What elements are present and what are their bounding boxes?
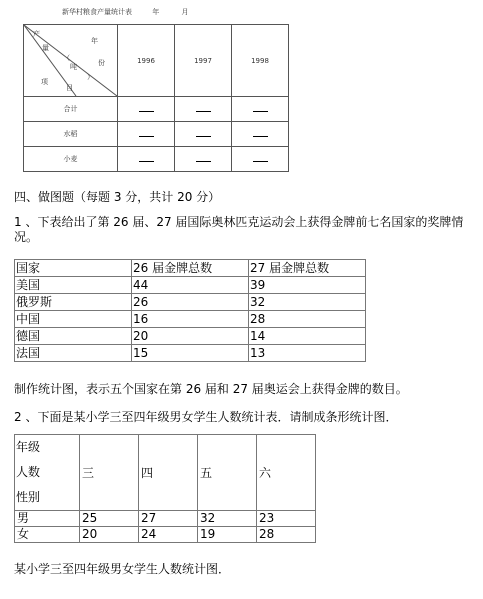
value-cell: 27: [139, 511, 198, 527]
diagonal-header-cell: [24, 25, 118, 97]
section-title: 四、做图题（每题 3 分，共计 20 分）: [14, 190, 221, 204]
table-row: [15, 294, 366, 311]
country-cell: 法国: [15, 345, 132, 362]
header-chan: 产: [33, 30, 40, 38]
year-header-1998: 1998: [232, 25, 289, 97]
col-header-26: 26 届金牌总数: [132, 260, 249, 277]
table-header-row: [15, 435, 316, 511]
header-grade-label: 年级: [16, 440, 41, 454]
value-cell: 19: [198, 527, 257, 543]
header-dun: 吨: [70, 63, 77, 71]
value-cell: 20: [132, 328, 249, 345]
header-fen: 份: [98, 59, 105, 67]
grade-header-4: 四: [139, 435, 198, 511]
row-label-wheat: 小麦: [24, 147, 118, 172]
grain-production-table: [23, 24, 289, 172]
country-cell: 俄罗斯: [15, 294, 132, 311]
table-row: [15, 311, 366, 328]
row-label-total: 合计: [24, 97, 118, 122]
value-cell: 20: [80, 527, 139, 543]
question-2-text: 2 、下面是某小学三至四年级男女学生人数统计表．请制成条形统计图．: [14, 410, 398, 424]
value-cell: 44: [132, 277, 249, 294]
value-cell: 25: [80, 511, 139, 527]
header-liang: 量: [42, 44, 49, 52]
table-row: [24, 147, 289, 172]
table-row: [24, 97, 289, 122]
year-label: 年: [152, 8, 160, 16]
answer-blank: [139, 155, 154, 162]
table-row: [24, 122, 289, 147]
gender-label-male: 男: [15, 511, 80, 527]
question-2-caption: 某小学三至四年级男女学生人数统计图．: [14, 562, 231, 576]
answer-blank: [196, 105, 211, 112]
value-cell: 23: [257, 511, 316, 527]
value-cell: 39: [249, 277, 366, 294]
value-cell: 15: [132, 345, 249, 362]
table-row: [15, 328, 366, 345]
year-header-1996: 1996: [118, 25, 175, 97]
grade-header-5: 五: [198, 435, 257, 511]
col-header-27: 27 届金牌总数: [249, 260, 366, 277]
value-cell: 32: [198, 511, 257, 527]
answer-blank: [196, 130, 211, 137]
table-header-row: [15, 260, 366, 277]
grain-table-caption: [62, 7, 188, 17]
question-1-task: 制作统计图，表示五个国家在第 26 届和 27 届奥运会上获得金牌的数目。: [14, 382, 408, 396]
table-row: [15, 277, 366, 294]
answer-blank: [196, 155, 211, 162]
value-cell: 13: [249, 345, 366, 362]
table-row: [15, 511, 316, 527]
header-gender-label: 性别: [16, 490, 41, 504]
col-header-country: 国家: [15, 260, 132, 277]
grain-table-title: 新华村粮食产量统计表: [62, 8, 132, 16]
country-cell: 美国: [15, 277, 132, 294]
header-paren-open: （: [63, 54, 70, 62]
answer-blank: [253, 155, 268, 162]
composite-header-cell: [15, 435, 80, 511]
value-cell: 28: [249, 311, 366, 328]
month-label: 月: [181, 8, 189, 16]
table-row: [15, 527, 316, 543]
grade-header-3: 三: [80, 435, 139, 511]
header-xiang: 项: [41, 78, 48, 86]
answer-blank: [139, 130, 154, 137]
question-1-text: 1 、下表给出了第 26 届、27 届国际奥林匹克运动会上获得金牌前七名国家的奖牌情况。: [14, 215, 464, 244]
header-mu: 目: [66, 84, 73, 92]
medal-table: [14, 259, 366, 362]
value-cell: 28: [257, 527, 316, 543]
answer-blank: [253, 130, 268, 137]
value-cell: 26: [132, 294, 249, 311]
year-header-1997: 1997: [175, 25, 232, 97]
header-count-label: 人数: [16, 465, 41, 479]
gender-label-female: 女: [15, 527, 80, 543]
value-cell: 14: [249, 328, 366, 345]
value-cell: 32: [249, 294, 366, 311]
answer-blank: [139, 105, 154, 112]
row-label-rice: 水稻: [24, 122, 118, 147]
student-count-table: [14, 434, 316, 543]
header-nian: 年: [91, 37, 98, 45]
table-row: [15, 345, 366, 362]
answer-blank: [253, 105, 268, 112]
country-cell: 德国: [15, 328, 132, 345]
value-cell: 24: [139, 527, 198, 543]
header-paren-close: ）: [87, 73, 94, 81]
grade-header-6: 六: [257, 435, 316, 511]
country-cell: 中国: [15, 311, 132, 328]
value-cell: 16: [132, 311, 249, 328]
